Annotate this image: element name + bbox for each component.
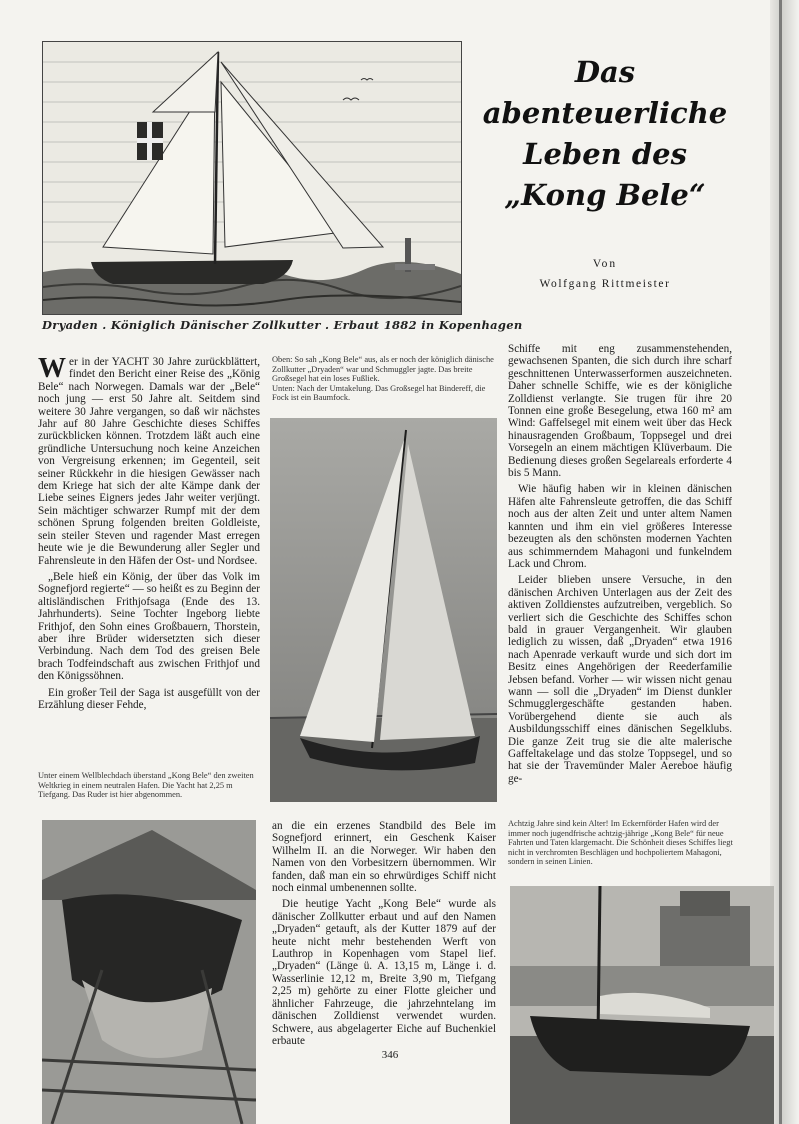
body-column-3: [508, 343, 732, 811]
title-line: Das: [574, 55, 636, 89]
adjacent-page-edge: [770, 0, 799, 1124]
body-column-2: [272, 820, 496, 1048]
title-line: Leben des: [523, 137, 687, 171]
engraving-caption: Dryaden . Königlich Dänischer Zollkutter . Erbaut 1882 in Kopenhagen: [42, 318, 523, 332]
paragraph: Schiffe mit eng zusammenstehenden, gewachsenen Spanten, die sich durch ihre scharf geschnittenen Unterwasserformen auszeichneten. Daher schnelle Schiffe, wie es der königliche Zolldienst verlangte. Sie trugen für ihre 20 Tonnen eine große Besegelung, etwa 160 m² am Wind: Gaffelsegel mit einem weit über das Heck hinausragenden Großbaum, Toppsegel und drei Vorsegeln an einem mächtigen Klüverbaum. Die Bedienung dieses großen Segelareals erforderte 4 bis 5 Mann.: [508, 343, 732, 480]
harbor-yacht-photo: [510, 886, 774, 1124]
paragraph-text: er in der YACHT 30 Jahre zurückblättert, findet den Bericht einer Reise des „König Bele“ nach Norwegen. Damals war der „Bele“ noch jung — erst 50 Jahre alt. Seitdem sind weitere 30 Jahre vergangen, so daß wir nächstes Jahr auf 80 Jahre Geschichte dieses Schiffes zurückblicken können. Trotzdem läßt auch eine gründliche Untersuchung noch keine Anzeichen von Vergreisung erkennen; im Gegenteil, seit seiner Rückkehr in die hiesigen Gewässer nach dem Kriege hat sich der alte Kämpe dank der Liebe seines Eigners jedes Jahr weiter verjüngt. Sein mächtiger schwarzer Rumpf mit der dem schönen Sprung folgenden breiten Goldleiste, sein steiler Steven und ragender Mast erregen heute wie je die Bewunderung aller Segler und Fahrensleute in den Häfen der Ost- und Nordsee.: [38, 356, 260, 567]
page-gutter-shadow: [779, 0, 782, 1124]
article-title: [480, 52, 730, 216]
cutter-engraving-image: [42, 41, 462, 315]
paragraph: Ein großer Teil der Saga ist ausgefüllt von der Erzählung dieser Fehde,: [38, 686, 260, 711]
page-number: 346: [381, 1049, 399, 1061]
paragraph: Die heutige Yacht „Kong Bele“ wurde als dänischer Zollkutter erbaut und auf den Namen „Dryaden“ getauft, als der Kutter 1879 auf der heute nicht mehr bestehenden Werft von Lauthrop in Kopenhagen vom Stapel lief. „Dryaden“ (Länge ü. A. 13,15 m, Länge i. d. Wasserlinie 12,12 m, Breite 3,90 m, Tiefgang 2,25 m) gehörte zu einer Flotte gleicher und ähnlicher Fahrzeuge, die jahrzehntelang im dänischen Zolldienst verwendet wurden. Schwere, aus abgelagerter Eiche auf Buchenkiel erbaute: [272, 898, 496, 1047]
photo-caption-wellblech: Unter einem Wellblechdach überstand „Kong Bele“ den zweiten Weltkrieg in einem neutralen Hafen. Die Yacht hat 2,25 m Tiefgang. Das Ruder ist hier abgenommen.: [38, 771, 254, 800]
photo-caption-top: [272, 355, 498, 403]
hull-under-roof-photo: [42, 820, 256, 1124]
photo-caption-achtzig: Achtzig Jahre sind kein Alter! Im Eckernförder Hafen wird der immer noch jugendfrische achtzig-jährige „Kong Bele“ für neue Fahrten und Taten klargemacht. Die Schönheit dieses Schiffes liegt nicht in verchromten Beschlägen und hochpoliertem Mahagoni, sondern in seinen Linien.: [508, 819, 733, 867]
author-name: Wolfgang Rittmeister: [539, 278, 671, 290]
byline-prefix: Von: [592, 258, 618, 270]
paragraph: „Bele hieß ein König, der über das Volk im Sognefjord regierte“ — so heißt es zu Beginn der altisländischen Frithjofsaga (Ende des 13. Jahrhunderts). Seine Tochter Ingeborg liebte Frithjof, den Sohn eines Großbauern, Thorstein, aber ihre Brüder widersetzten sich dieser Verbindung. Nach dem Tod des greisen Bele brach Todfeindschaft aus zwischen Frithjof und den Königssöhnen.: [38, 570, 260, 683]
title-line: abenteuerliche: [482, 96, 728, 130]
caption-oben: Oben: So sah „Kong Bele“ aus, als er noch der königlich dänische Zollkutter „Dryaden“ war und Schmuggler jagte. Das breite Großsegel hat ein loses Fußliek.: [272, 355, 494, 384]
paragraph: Wie häufig haben wir in kleinen dänischen Häfen alte Fahrensleute getroffen, die das Schiff noch aus der alten Zeit und unter altem Namen kannten und ihm ein viel größeres Interesse bezeugten als den schönsten modernen Yachten aus schimmerndem Mahagoni und funkelndem Lack und Chrom.: [508, 483, 732, 570]
sailing-yacht-photo: [270, 418, 497, 802]
title-line: „Kong Bele“: [504, 178, 706, 212]
paragraph: an die ein erzenes Standbild des Bele im Sognefjord erinnert, ein Geschenk Kaiser Wilhelm II. an die Norweger. Wir haben den Namen von den Vorbesitzern übernommen. Wir fanden, daß man ein so ehrwürdiges Schiff nicht noch einmal umbenennen sollte.: [272, 820, 496, 895]
caption-unten: Unten: Nach der Umtakelung. Das Großsegel hat Bindereff, die Fock ist ein Baumfock.: [272, 383, 486, 403]
paragraph: Leider blieben unsere Versuche, in den dänischen Archiven Unterlagen aus der Zeit des aktiven Zolldienstes aufzutreiben, vergeblich. So verliert sich die Geschichte des Schiffes schon bald in grauer Vergangenheit. Wir glauben lediglich zu wissen, daß „Dryaden“ etwa 1916 nach Apenrade verkauft wurde und sich dort im Besitz eines Angehörigen der Reederfamilie Jebsen befand. Vorher — wir wissen nicht genau wann — soll die „Dryaden“ im Dienst dunkler Schmugglergeschäfte gestanden haben. Vorübergehend diente sie auch als Ausbildungsschiff eines dänischen Segelklubs. Die ganze Zeit trug sie die alte malerische Gaffeltakelage und das stolze Toppsegel, und so hat sie der Travemünder Maler Aereboe häufig ge-: [508, 574, 732, 785]
body-column-1: [38, 356, 260, 748]
paragraph: [38, 356, 260, 567]
drop-cap: W: [38, 356, 66, 384]
